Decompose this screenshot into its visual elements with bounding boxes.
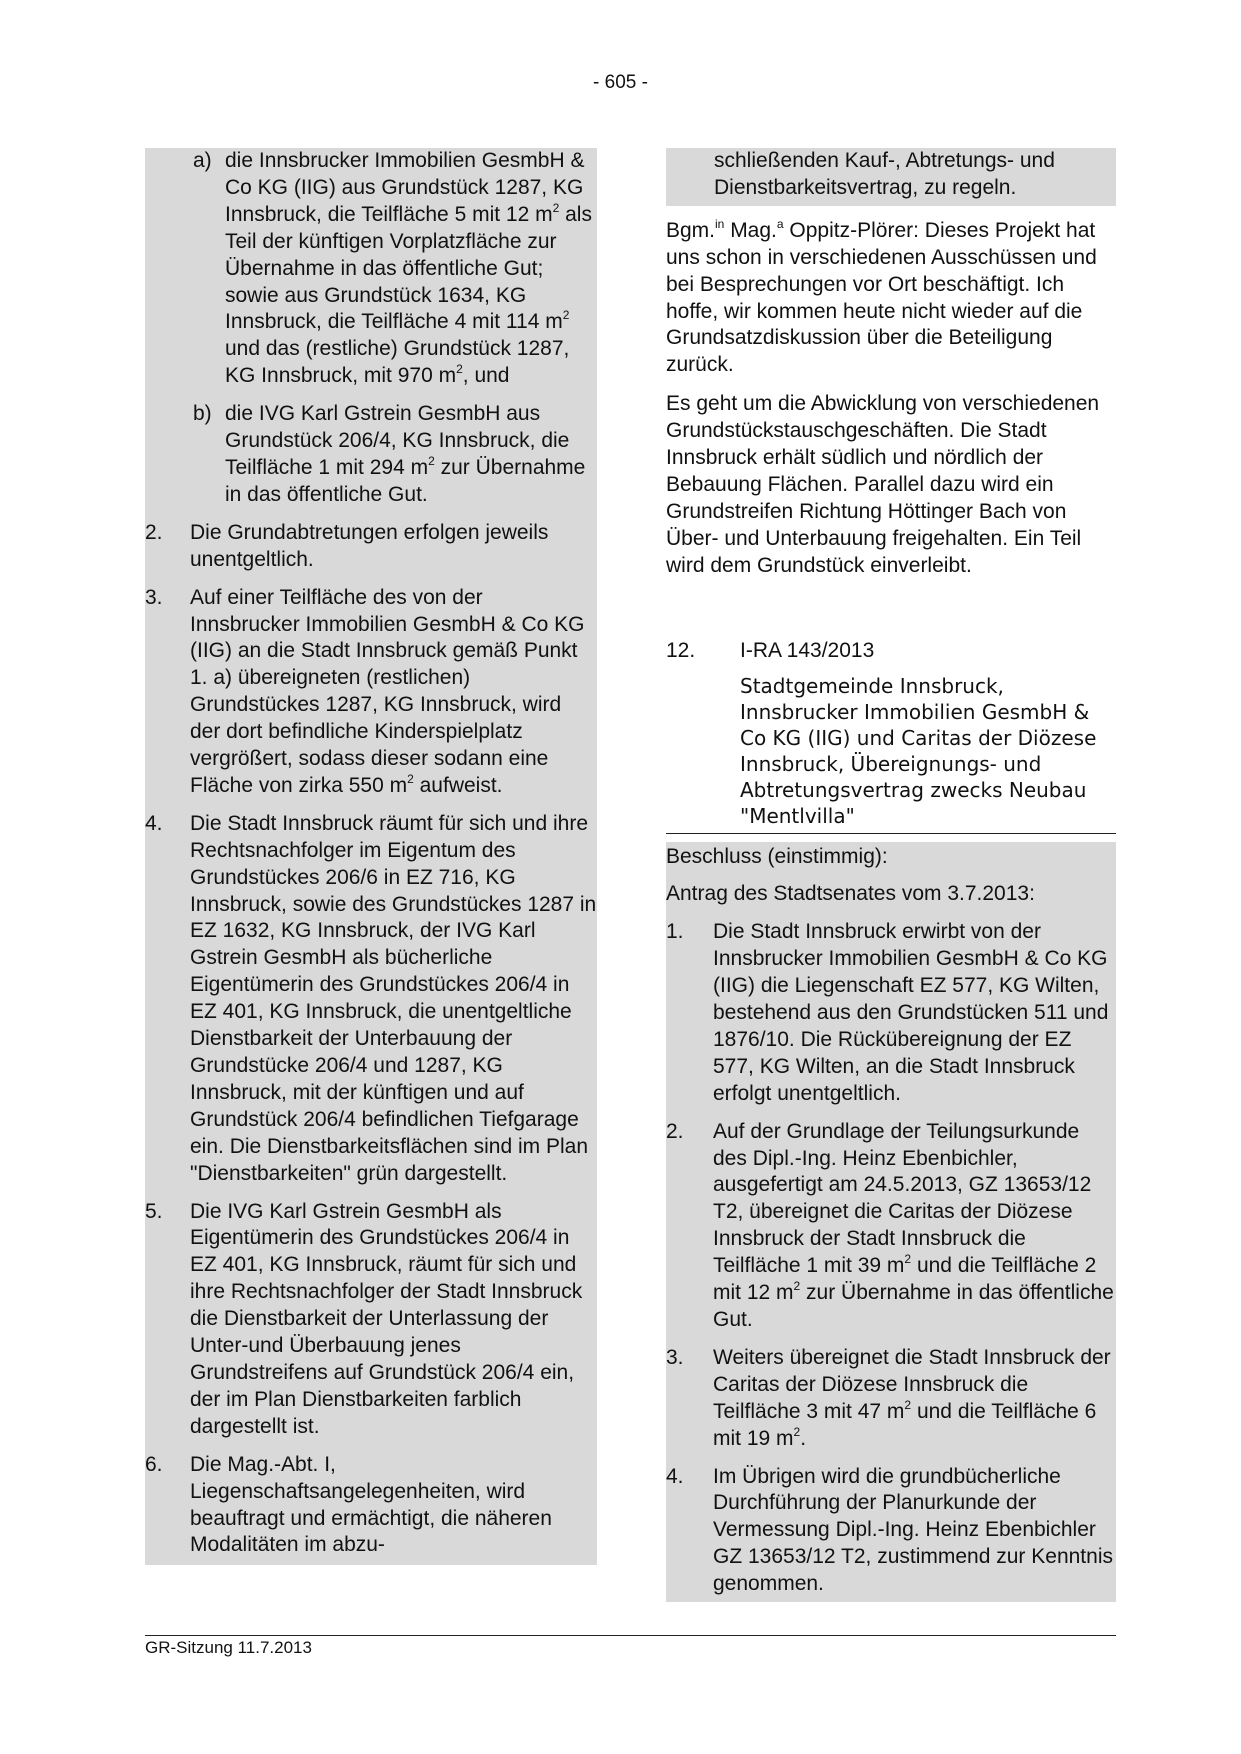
agenda-title: Stadtgemeinde Innsbruck, Innsbrucker Immobilien GesmbH & Co KG (IIG) und Caritas der Diözese Innsbruck, Übereignungs- und Abtretungsvertrag zwecks Neubau "Mentlvilla" [740,673,1097,828]
list-item-4 [145,811,597,1188]
list-item-2 [145,520,597,574]
list-item-3 [145,585,597,800]
item-text: Auf der Grundlage der Teilungsurkunde des Dipl.-Ing. Heinz Ebenbichler, ausgefertigt am 24.5.2013, GZ 13653/12 T2, übereignet die Caritas der Diözese Innsbruck der Stadt Innsbruck die Teilfläche 1 mit 39 $m^2$ und die Teilfläche 2 mit 12 $m^2$ zur Übernahme in das öffentliche Gut. [713,1119,1114,1331]
item-number: 2. [145,520,163,544]
item-label: b) [193,402,212,426]
item-number: 3. [145,585,163,609]
list-item-6 [145,1452,597,1560]
speech-paragraph-1: Bgm.$^{in}$ Mag.$^a$ Oppitz-Plörer: Dieses Projekt hat uns schon in verschiedenen Ausschüssen und bei Besprechungen vor Ort beschäftigt. Ich hoffe, wir kommen heute nicht wieder auf die Grundsatzdiskussion über die Beteiligung zurück. [666,216,1097,377]
item-text: Die Mag.-Abt. I, Liegenschaftsangelegenheiten, wird beauftragt und ermächtigt, die näheren Modalitäten im abzu- [190,1452,552,1557]
item-number: 4. [666,1464,684,1488]
motion-box-left [145,148,597,1565]
item-text: die Innsbrucker Immobilien GesmbH & Co KG (IIG) aus Grundstück 1287, KG Innsbruck, die Teilfläche 5 mit 12 $m^2$ als Teil der künftigen Vorplatzfläche zur Übernahme in das öffentliche Gut; sowie aus Grundstück 1634, KG Innsbruck, die Teilfläche 4 mit 114 $m^2$ und das (restliche) Grundstück 1287, KG Innsbruck, mit 970 $m^2$, und [225,149,592,388]
agenda-number: 12. [666,638,696,662]
speaker-name: Bgm.$^{in}$ Mag.$^a$ Oppitz-Plörer: [666,216,925,242]
agenda-divider [666,833,1116,834]
item-text: Die Grundabtretungen erfolgen jeweils unentgeltlich. [190,520,549,571]
item-number: 3. [666,1345,684,1369]
right-column [666,148,1116,1602]
item-text: Im Übrigen wird die grundbücherliche Durchführung der Planurkunde der Vermessung Dipl.-Ing. Heinz Ebenbichler GZ 13653/12 T2, zustimmend zur Kenntnis genommen. [713,1464,1113,1596]
item-text: die IVG Karl Gstrein GesmbH aus Grundstück 206/4, KG Innsbruck, die Teilfläche 1 mit 294 $m^2$ zur Übernahme in das öffentliche Gut. [225,402,586,506]
decision-box [666,842,1116,1603]
list-item-a [193,148,597,390]
item-number: 4. [145,811,163,835]
item-number: 1. [666,920,684,944]
item-text: Die Stadt Innsbruck räumt für sich und ihre Rechtsnachfolger im Eigentum des Grundstückes 206/6 in EZ 716, KG Innsbruck, sowie des Grundstückes 1287 in EZ 1632, KG Innsbruck, der IVG Karl Gstrein GesmbH als bücherliche Eigentümerin des Grundstückes 206/4 in EZ 401, KG Innsbruck, die unentgeltliche Dienstbarkeit der Unterbauung der Grundstücke 206/4 und 1287, KG Innsbruck, mit der künftigen und auf Grundstück 206/4 befindlichen Tiefgarage ein. Die Dienstbarkeitsflächen sind im Plan "Dienstbarkeiten" grün dargestellt. [190,811,597,1185]
agenda-reference: I-RA 143/2013 [740,638,875,662]
item-number: 5. [145,1199,163,1223]
item-text: Die IVG Karl Gstrein GesmbH als Eigentümerin des Grundstückes 206/4 in EZ 401, KG Innsbruck, räumt für sich und ihre Rechtsnachfolger der Stadt Innsbruck die Dienstbarkeit der Unterlassung der Unter-und Überbauung jenes Grundstreifens auf Grundstück 206/4 ein, der im Plan Dienstbarkeiten farblich dargestellt ist. [190,1199,583,1438]
decision-item-2 [666,1119,1116,1334]
speech-paragraph-2: Es geht um die Abwicklung von verschiedenen Grundstückstauschgeschäften. Die Stadt Innsbruck erhält südlich und nördlich der Bebauung Flächen. Parallel dazu wird ein Grundstreifen Richtung Höttinger Bach von Über- und Unterbauung freigehalten. Ein Teil wird dem Grundstück einverleibt. [666,392,1100,577]
motion-label: Antrag des Stadtsenates vom 3.7.2013: [666,882,1035,906]
left-column [145,148,597,1565]
page-number: - 605 - [593,72,648,93]
item-text: Weiters übereignet die Stadt Innsbruck der Caritas der Diözese Innsbruck die Teilfläche 3 mit 47 $m^2$ und die Teilfläche 6 mit 19 $m^2$. [713,1345,1111,1450]
decision-label: Beschluss (einstimmig): [666,844,888,868]
decision-item-1 [666,919,1116,1107]
list-item-b [193,401,597,509]
item-number: 2. [666,1119,684,1143]
decision-item-4 [666,1464,1116,1599]
item-label: a) [193,149,212,172]
item-text: Die Stadt Innsbruck erwirbt von der Innsbrucker Immobilien GesmbH & Co KG (IIG) die Liegenschaft EZ 577, KG Wilten, bestehend aus den Grundstücken 511 und 1876/10. Die Rückübereignung der EZ 577, KG Wilten, an die Stadt Innsbruck erfolgt unentgeltlich. [713,920,1109,1105]
list-item-5 [145,1199,597,1441]
item-number: 6. [145,1452,163,1476]
footer-session: GR-Sitzung 11.7.2013 [145,1638,312,1657]
item-text: Auf einer Teilfläche des von der Innsbrucker Immobilien GesmbH & Co KG (IIG) an die Stadt Innsbruck gemäß Punkt 1. a) übereigneten (restlichen) Grundstückes 1287, KG Innsbruck, wird der dort befindliche Kinderspielplatz vergrößert, sodass dieser sodann eine Fläche von zirka 550 $m^2$ aufweist. [190,585,585,797]
footer-divider [145,1635,1116,1636]
agenda-item-12 [666,638,1116,829]
motion-continuation: schließenden Kauf-, Abtretungs- und Dienstbarkeitsvertrag, zu regeln. [666,148,1116,206]
decision-item-3 [666,1345,1116,1453]
